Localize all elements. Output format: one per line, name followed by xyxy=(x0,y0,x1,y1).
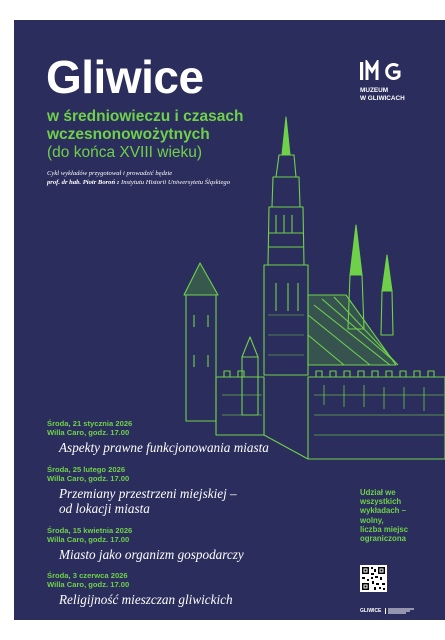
event-place: Willa Caro, godz. 17.00 xyxy=(47,473,130,483)
city-logo-text: GLIWICE xyxy=(360,608,382,614)
subtitle-line-1: w średniowieczu i czasach xyxy=(47,108,244,125)
lecture-event xyxy=(47,420,307,455)
museum-name-line-1: MUZEUM xyxy=(360,87,389,94)
museum-logo-icon xyxy=(360,60,408,82)
museum-name xyxy=(360,87,445,102)
note-line: liczba miejsc xyxy=(360,524,409,534)
poster xyxy=(14,20,445,620)
event-title: Miasto jako organizm gospodarczy xyxy=(59,547,244,563)
museum-logo xyxy=(360,60,430,110)
event-date: Środa, 3 czerwca 2026 xyxy=(47,571,128,580)
note-line: ograniczona xyxy=(360,534,406,544)
lecture-event xyxy=(47,527,307,562)
event-place: Willa Caro, godz. 17.00 xyxy=(47,534,130,544)
museum-name-line-2: W GLIWICACH xyxy=(360,94,405,102)
subtitle-line-3: (do końca XVIII wieku) xyxy=(47,144,203,161)
credits-intro: Cykl wykładów przygotował i prowadzić będzie xyxy=(47,170,173,177)
event-title: Przemiany przestrzeni miejskiej – xyxy=(59,486,237,502)
event-date: Środa, 15 kwietnia 2026 xyxy=(47,526,133,535)
event-place: Willa Caro, godz. 17.00 xyxy=(47,579,130,589)
subtitle-line-2: wczesnonowożytnych xyxy=(47,126,210,143)
city-logo xyxy=(360,606,415,616)
partner-logo-icon xyxy=(385,607,415,615)
poster-title: Gliwice xyxy=(46,51,204,103)
note-line: Udział we xyxy=(360,488,396,497)
credits-author: prof. dr hab. Piotr Boroń xyxy=(47,179,116,186)
qr-code-icon xyxy=(360,565,387,592)
note-line: wykładach – xyxy=(360,506,406,516)
event-title-line-2: od lokacji miasta xyxy=(59,501,150,517)
event-place: Willa Caro, godz. 17.00 xyxy=(47,427,130,437)
event-date: Środa, 21 stycznia 2026 xyxy=(47,419,133,428)
free-entry-note xyxy=(360,488,436,543)
note-line: wszystkich xyxy=(360,497,402,507)
lecture-event xyxy=(47,466,307,516)
event-title: Aspekty prawne funkcjonowania miasta xyxy=(59,440,269,456)
event-title: Religijność mieszczan gliwickich xyxy=(59,592,233,608)
event-date: Środa, 25 lutego 2026 xyxy=(47,465,126,474)
credits-institute: z Instytutu Historii Uniwersytetu Śląskiego xyxy=(115,179,230,186)
lecture-event xyxy=(47,572,307,607)
qr-code[interactable] xyxy=(360,565,387,592)
note-line: wolny, xyxy=(360,515,384,525)
